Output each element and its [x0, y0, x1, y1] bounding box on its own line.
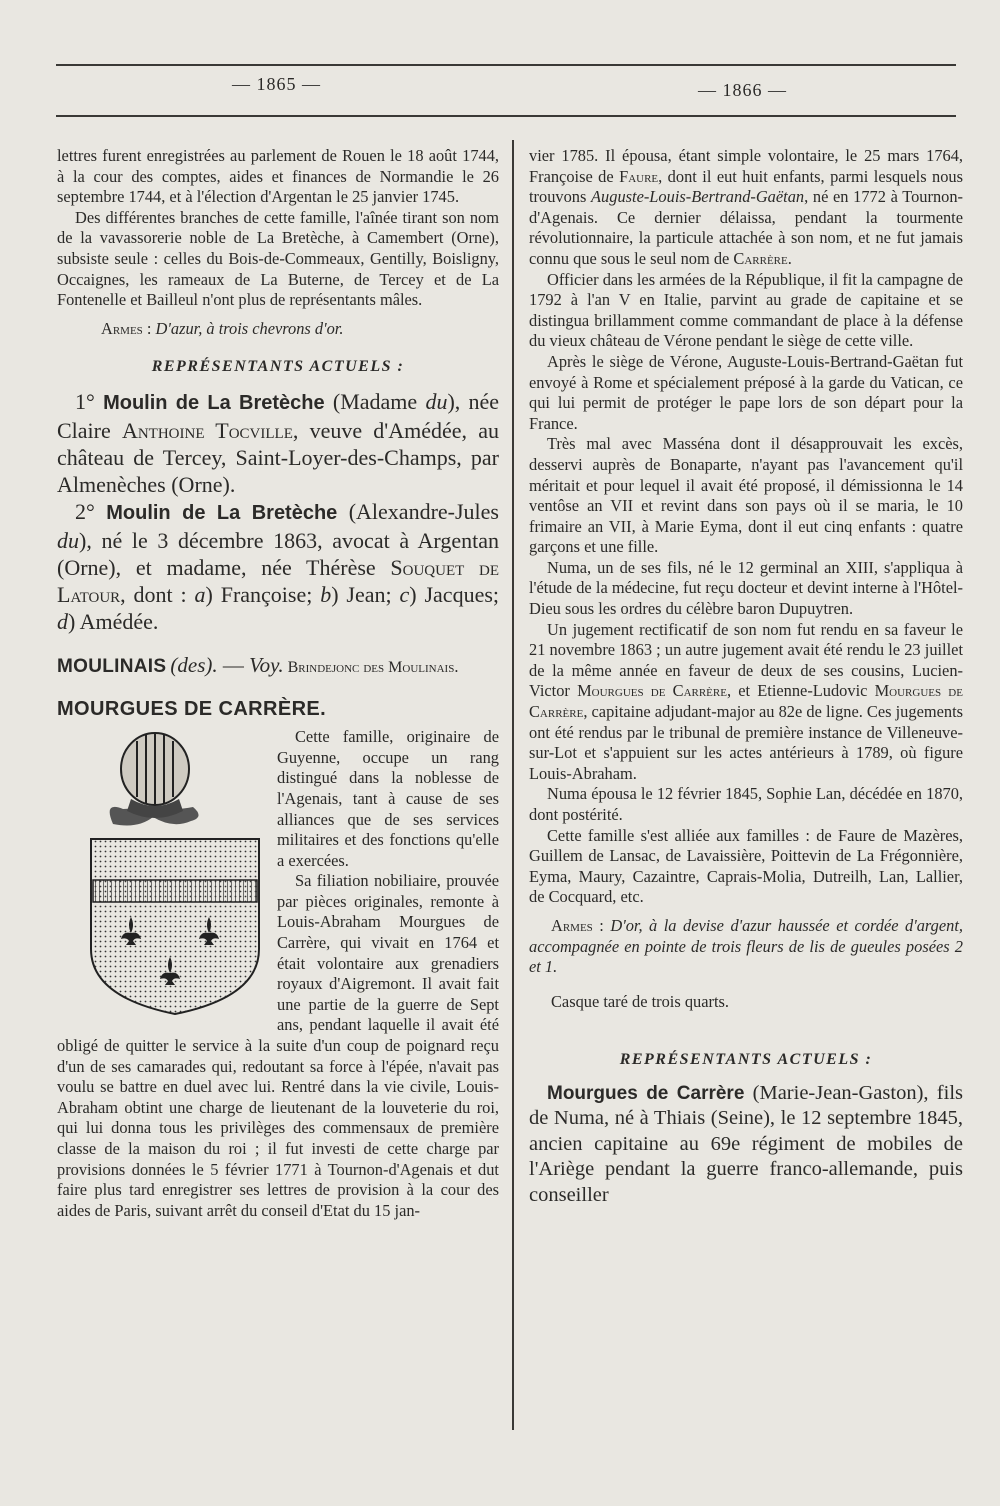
moulinais-entry: MOULINAIS (des). — Voy. Brindejonc des Moulinais.: [57, 652, 459, 677]
paragraph: Numa épousa le 12 février 1845, Sophie Lan, décédée en 1870, dont postérité.: [529, 784, 963, 824]
paragraph: Sa filiation nobiliaire, prouvée par pièces originales, remonte à Louis-Abraham Mourgues de Carrère, qui vivait en 1764 et était volontaire aux grenadiers royaux d'Aigremont. Il avait fait une partie de la guerre de Sept ans, pendant laquelle il avait été obligé de quitter le service à la suite d'un coup de poignard reçu d'un de ses camarades qui, redoutant sa force à l'épée, n'avait pas voulu se battre en duel avec lui. Rentré dans la vie civile, Louis-Abraham obtint une charge de lieutenant de la louveterie du roi, qui lui donna tous les privilèges des commensaux de première classe de la maison du roi ; il fut investi de cette charge par provisions données le 5 février 1771 à Tournon-d'Agenais et dut faire plus tard enregistrer ses lettres de provision à la cour des aides de Paris, suivant arrêt du conseil d'Etat du 15 jan-: [57, 871, 499, 1220]
paragraph: Après le siège de Vérone, Auguste-Louis-Bertrand-Gaëtan fut envoyé à Rome et spécialement préposé à la garde du Vatican, ce qui lui permit de protéger le pape lors de son départ pour la France.: [529, 351, 963, 433]
representative-entry: 2° Moulin de La Bretèche (Alexandre-Jules du), né le 3 décembre 1863, avocat à Argentan (Orne), et madame, née Thérèse Souquet de Latour, dont : a) Françoise; b) Jean; c) Jacques; d) Amédée.: [57, 498, 500, 634]
paragraph: Très mal avec Masséna dont il désapprouvait les excès, desservi auprès de Bonaparte, n'ayant pas l'avancement qu'il méritait et pour lequel il avait été proposé, il démissionna le 14 ventôse an VII et revint dans son pays où il se maria, le 10 frimaire an VII, à Marie Eyma, dont il eut cinq enfants : quatre garçons et une fille.: [529, 434, 963, 557]
armes-text: D'or, à la devise d'azur haussée et cordée d'argent, accompagnée en pointe de trois fleurs de lis de gueules posées 2 et 1.: [529, 915, 963, 977]
coat-of-arms-image: [83, 729, 265, 1019]
representants-heading: REPRÉSENTANTS ACTUELS :: [151, 358, 405, 376]
paragraph: vier 1785. Il épousa, étant simple volontaire, le 25 mars 1764, Françoise de Faure, dont il eut huit enfants, parmi lesquels nous trouvons Auguste-Louis-Bertrand-Gaëtan, né en 1772 à Tournon-d'Agenais. Ce dernier délaissa, pendant la tourmente révolutionnaire, la particule attachée à son nom, et ne fut jamais connu que sous le seul nom de Carrère.: [529, 146, 964, 268]
representative-name: Moulin de La Bretèche: [103, 391, 325, 414]
right-column: [529, 146, 963, 1208]
paragraph: lettres furent enregistrées au parlement de Rouen le 18 août 1744, à la cour des comptes, aides et finances de Normandie le 26 septembre 1744, et à l'élection d'Argentan le 25 janvier 1745.: [57, 146, 499, 207]
representative-entry: 1° Moulin de La Bretèche (Madame du), née Claire Anthoine Tocville, veuve d'Amédée, au château de Tercey, Saint-Loyer-des-Champs, par Almenèches (Orne).: [57, 388, 500, 497]
armes-line: Armes : D'azur, à trois chevrons d'or.: [101, 318, 344, 338]
entry-title: MOURGUES DE CARRÈRE.: [57, 697, 327, 720]
column-separator: [512, 140, 514, 1430]
representative-entry: Mourgues de Carrère (Marie-Jean-Gaston), fils de Numa, né à Thiais (Seine), le 12 septembre 1845, ancien capitaine au 69e régiment de mobiles de l'Ariège pendant la guerre franco-allemande, puis conseiller: [529, 1081, 963, 1206]
armes-line: Armes : D'or, à la devise d'azur haussée et cordée d'argent, accompagnée en pointe de trois fleurs de lis de gueules posées 2 et 1.: [529, 915, 963, 977]
right-page-number: — 1866 —: [698, 80, 787, 100]
armes-label: Armes: [551, 915, 593, 935]
shield-icon: [91, 839, 259, 1014]
left-page-number: — 1865 —: [232, 74, 321, 94]
mourgues-body: [57, 727, 499, 1221]
paragraph: Cette famille s'est alliée aux familles : de Faure de Mazères, Guillem de Lansac, de Lavaissière, Poittevin de La Frégonnière, Eyma, Maury, Cazaintre, Caprais-Molia, Dutreilh, Lan, Lallier, de Cocquard, etc.: [529, 825, 963, 907]
paragraph: Officier dans les armées de la République, il fit la campagne de 1792 à l'an V en Italie, parvint au grade de capitaine et se distingua brillamment comme commandant de place à la défense du vieux château de Vérone pendant le siège de cette ville.: [529, 269, 963, 351]
paragraph: Numa, un de ses fils, né le 12 germinal an XIII, s'appliqua à l'étude de la médecine, fut reçu docteur et devint interne à l'Hôtel-Dieu sous les ordres du célèbre baron Dupuytren.: [529, 557, 963, 619]
armes-label: Armes: [101, 318, 143, 338]
representative-name: Mourgues de Carrère: [547, 1082, 745, 1104]
left-column: [57, 146, 499, 1221]
entry-title: MOULINAIS: [57, 655, 167, 677]
casque-line: Casque taré de trois quarts.: [551, 991, 729, 1011]
paragraph: Cette famille, originaire de Guyenne, occupe un rang distingué dans la noblesse de l'Agenais, tant à cause de ses alliances que de ses services militaires et des fonctions qu'elle a exercées.: [277, 727, 499, 870]
paragraph: Des différentes branches de cette famille, l'aînée tirant son nom de la vavassorerie noble de La Bretèche, à Camembert (Orne), subsiste seule : celles du Bois-de-Commeaux, Gentilly, Boisligny, Occaignes, les rameaux de La Buterne, de Tercey et de La Fontenelle et Bailleul n'ont plus de représentants mâles.: [57, 207, 499, 310]
helmet-icon: [110, 733, 199, 825]
armes-text: D'azur, à trois chevrons d'or.: [155, 318, 344, 338]
representative-name: Moulin de La Bretèche: [106, 501, 338, 524]
representants-heading: REPRÉSENTANTS ACTUELS :: [619, 1051, 873, 1069]
coat-of-arms-svg: [83, 729, 265, 1019]
header-rule: [56, 64, 956, 66]
header-underline: [56, 115, 956, 117]
paragraph: Un jugement rectificatif de son nom fut rendu en sa faveur le 21 novembre 1863 ; un autre jugement avait été rendu le 23 juillet de la même année en faveur de deux de ses cousins, Lucien-Victor Mourgues de Carrère, et Etienne-Ludovic Mourgues de Carrère, capitaine adjudant-major au 82e de ligne. Ces jugements ont été rendus par le tribunal de première instance de Villeneuve-sur-Lot et s'appuient sur les actes antérieurs à 1789, où figure Louis-Abraham.: [529, 619, 963, 783]
